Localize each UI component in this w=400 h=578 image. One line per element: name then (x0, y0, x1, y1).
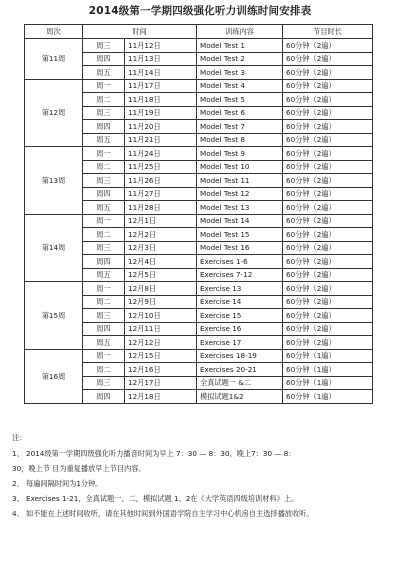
content-cell: 模拟试题1&2 (197, 390, 283, 404)
content-cell: Exercise 14 (197, 295, 283, 309)
notes-label: 注： (12, 433, 27, 442)
note-line: 3、 Exercises 1-21，全真试题一、二，模拟试题 1、2在《大学英语四级培训材料》上。 (12, 494, 299, 503)
length-cell: 60分钟（2遍） (283, 201, 373, 215)
date-cell: 11月28日 (125, 201, 197, 215)
length-cell: 60分钟（2遍） (283, 52, 373, 66)
date-cell: 12月12日 (125, 336, 197, 350)
date-cell: 11月20日 (125, 120, 197, 134)
length-cell: 60分钟（2遍） (283, 187, 373, 201)
content-cell: Exercises 20-21 (197, 363, 283, 377)
day-cell: 周一 (83, 79, 125, 93)
table-row (25, 282, 373, 296)
date-cell: 11月26日 (125, 174, 197, 188)
day-cell: 周五 (83, 201, 125, 215)
content-cell: Model Test 6 (197, 106, 283, 120)
length-cell: 60分钟（2遍） (283, 106, 373, 120)
length-cell: 60分钟（2遍） (283, 93, 373, 107)
length-cell: 60分钟（1遍） (283, 376, 373, 390)
table-row (25, 349, 373, 363)
length-cell: 60分钟（2遍） (283, 336, 373, 350)
content-cell: Model Test 9 (197, 147, 283, 161)
content-cell: Exercises 18-19 (197, 349, 283, 363)
date-cell: 12月9日 (125, 295, 197, 309)
day-cell: 周五 (83, 133, 125, 147)
day-cell: 周五 (83, 336, 125, 350)
note-line: 1、 2014级第一学期四级强化听力播音时间为早上 7：30 — 8：30，晚上7：30 — 8： (12, 449, 296, 458)
length-cell: 60分钟（2遍） (283, 214, 373, 228)
content-cell: Exercise 17 (197, 336, 283, 350)
date-cell: 11月13日 (125, 52, 197, 66)
length-cell: 60分钟（2遍） (283, 160, 373, 174)
content-cell: Model Test 14 (197, 214, 283, 228)
day-cell: 周三 (83, 376, 125, 390)
length-cell: 60分钟（2遍） (283, 309, 373, 323)
day-cell: 周三 (83, 39, 125, 53)
content-cell: Model Test 16 (197, 241, 283, 255)
table-row (25, 39, 373, 53)
length-cell: 60分钟（2遍） (283, 282, 373, 296)
date-cell: 11月21日 (125, 133, 197, 147)
day-cell: 周二 (83, 228, 125, 242)
day-cell: 周二 (83, 363, 125, 377)
day-cell: 周四 (83, 255, 125, 269)
schedule-body (25, 39, 373, 404)
length-cell: 60分钟（2遍） (283, 255, 373, 269)
date-cell: 12月1日 (125, 214, 197, 228)
day-cell: 周五 (83, 268, 125, 282)
note-line: 30，晚上节 目为重复播放早上节目内容。 (12, 464, 146, 473)
date-cell: 11月17日 (125, 79, 197, 93)
day-cell: 周二 (83, 160, 125, 174)
day-cell: 周三 (83, 241, 125, 255)
date-cell: 12月15日 (125, 349, 197, 363)
day-cell: 周四 (83, 187, 125, 201)
day-cell: 周一 (83, 147, 125, 161)
content-cell: Exercises 7-12 (197, 268, 283, 282)
length-cell: 60分钟（1遍） (283, 390, 373, 404)
date-cell: 11月14日 (125, 66, 197, 80)
length-cell: 60分钟（2遍） (283, 322, 373, 336)
notes-section (12, 433, 390, 524)
content-cell: Exercises 1-6 (197, 255, 283, 269)
date-cell: 12月10日 (125, 309, 197, 323)
content-cell: Model Test 3 (197, 66, 283, 80)
note-line: 2、 每遍间隔时间为1分钟。 (12, 479, 103, 488)
content-cell: Exercise 16 (197, 322, 283, 336)
content-cell: Model Test 15 (197, 228, 283, 242)
content-cell: Model Test 11 (197, 174, 283, 188)
content-cell: Model Test 2 (197, 52, 283, 66)
content-cell: Model Test 1 (197, 39, 283, 53)
date-cell: 11月12日 (125, 39, 197, 53)
header-length: 节目时长 (283, 25, 373, 39)
table-row (25, 147, 373, 161)
day-cell: 周一 (83, 214, 125, 228)
date-cell: 12月11日 (125, 322, 197, 336)
date-cell: 12月18日 (125, 390, 197, 404)
schedule-table (24, 24, 373, 404)
day-cell: 周三 (83, 309, 125, 323)
date-cell: 12月3日 (125, 241, 197, 255)
date-cell: 12月2日 (125, 228, 197, 242)
header-row (25, 25, 373, 39)
length-cell: 60分钟（2遍） (283, 133, 373, 147)
week-cell: 第15周 (25, 282, 83, 350)
day-cell: 周五 (83, 66, 125, 80)
content-cell: Model Test 10 (197, 160, 283, 174)
date-cell: 11月25日 (125, 160, 197, 174)
length-cell: 60分钟（2遍） (283, 295, 373, 309)
length-cell: 60分钟（2遍） (283, 228, 373, 242)
date-cell: 12月4日 (125, 255, 197, 269)
content-cell: Model Test 8 (197, 133, 283, 147)
date-cell: 12月17日 (125, 376, 197, 390)
length-cell: 60分钟（2遍） (283, 174, 373, 188)
length-cell: 60分钟（1遍） (283, 349, 373, 363)
length-cell: 60分钟（2遍） (283, 39, 373, 53)
day-cell: 周一 (83, 282, 125, 296)
length-cell: 60分钟（2遍） (283, 120, 373, 134)
week-cell: 第12周 (25, 79, 83, 147)
day-cell: 周四 (83, 52, 125, 66)
day-cell: 周三 (83, 174, 125, 188)
length-cell: 60分钟（2遍） (283, 241, 373, 255)
content-cell: Model Test 5 (197, 93, 283, 107)
content-cell: Model Test 12 (197, 187, 283, 201)
date-cell: 11月27日 (125, 187, 197, 201)
content-cell: Model Test 7 (197, 120, 283, 134)
day-cell: 周二 (83, 295, 125, 309)
day-cell: 周三 (83, 106, 125, 120)
date-cell: 11月24日 (125, 147, 197, 161)
content-cell: 全真试题一 &二 (197, 376, 283, 390)
date-cell: 12月8日 (125, 282, 197, 296)
week-cell: 第16周 (25, 349, 83, 403)
content-cell: Model Test 13 (197, 201, 283, 215)
table-row (25, 214, 373, 228)
day-cell: 周四 (83, 390, 125, 404)
length-cell: 60分钟（2遍） (283, 66, 373, 80)
day-cell: 周二 (83, 93, 125, 107)
date-cell: 11月19日 (125, 106, 197, 120)
day-cell: 周一 (83, 349, 125, 363)
header-time: 时间 (83, 25, 197, 39)
week-cell: 第13周 (25, 147, 83, 215)
length-cell: 60分钟（2遍） (283, 147, 373, 161)
week-cell: 第14周 (25, 214, 83, 282)
date-cell: 12月16日 (125, 363, 197, 377)
header-week: 周次 (25, 25, 83, 39)
date-cell: 11月18日 (125, 93, 197, 107)
content-cell: Model Test 4 (197, 79, 283, 93)
note-line: 4、 如不能在上述时间收听，请在其他时间到外国语学院自主学习中心机房自主选择播放收听。 (12, 509, 314, 518)
content-cell: Exercise 15 (197, 309, 283, 323)
week-cell: 第11周 (25, 39, 83, 80)
date-cell: 12月5日 (125, 268, 197, 282)
content-cell: Exercise 13 (197, 282, 283, 296)
length-cell: 60分钟（2遍） (283, 268, 373, 282)
page-title: 2014级第一学期四级强化听力训练时间安排表 (88, 5, 312, 17)
day-cell: 周四 (83, 120, 125, 134)
length-cell: 60分钟（1遍） (283, 363, 373, 377)
table-row (25, 79, 373, 93)
header-content: 训练内容 (197, 25, 283, 39)
day-cell: 周四 (83, 322, 125, 336)
length-cell: 60分钟（2遍） (283, 79, 373, 93)
